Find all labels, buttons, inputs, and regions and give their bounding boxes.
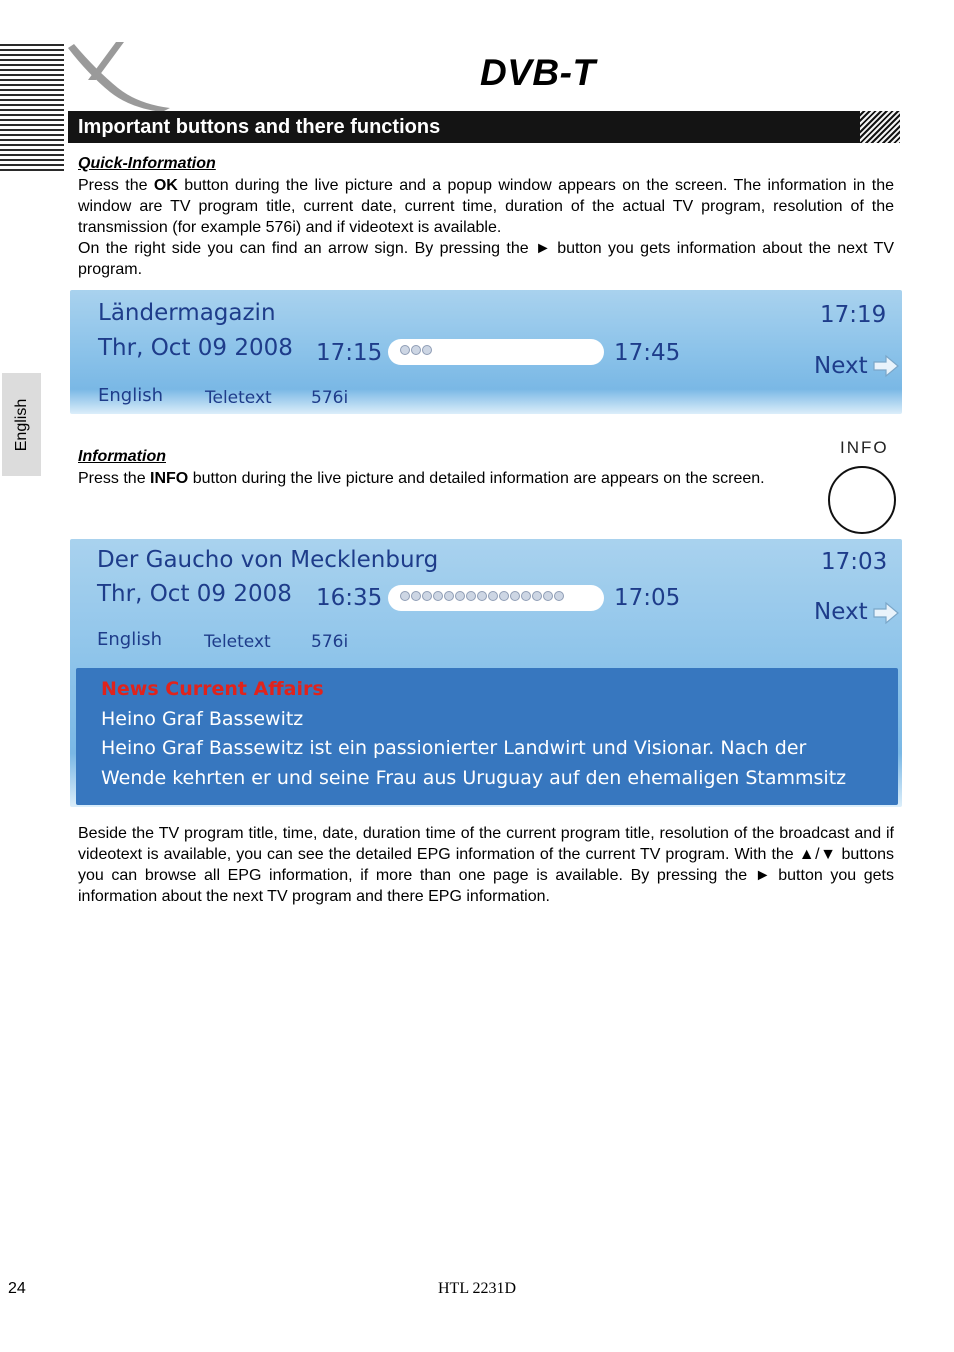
osd-date: Thr, Oct 09 2008	[97, 581, 292, 607]
quick-information-paragraph	[78, 175, 894, 238]
osd-program-title: Ländermagazin	[98, 300, 276, 326]
osd-audio-language: English	[98, 385, 163, 406]
progress-dot	[499, 591, 509, 601]
info-button-caption: INFO	[840, 438, 889, 457]
osd-detailed-info-screenshot	[70, 539, 902, 807]
section-header-bar	[68, 111, 900, 143]
epg-genre: News Current Affairs	[101, 678, 324, 700]
osd-end-time: 17:45	[614, 340, 681, 366]
text-run: button during the live picture and a popup window appears on the screen. The information in the window are TV program title, current date, current time, duration of the actual TV program, resolution of the transmission (for example 576i) and if videotext is available.	[78, 177, 895, 236]
language-side-tab	[2, 373, 41, 476]
osd-progress-bar	[388, 339, 604, 365]
osd-teletext: Teletext	[205, 388, 272, 408]
osd-next-label: Next	[814, 599, 868, 625]
osd-clock: 17:19	[820, 302, 887, 328]
progress-dot	[510, 591, 520, 601]
osd-program-title: Der Gaucho von Mecklenburg	[97, 547, 439, 573]
progress-dot	[422, 591, 432, 601]
osd-end-time: 17:05	[614, 585, 681, 611]
progress-dot	[455, 591, 465, 601]
epg-description-paragraph: Beside the TV program title, time, date, duration time of the current program title, resolution of the broadcast and if videotext is available, you can see the detailed EPG information of the current TV program. With the ▲/▼ buttons you can browse all EPG information, if more than one page is available. By pressing the ► button you gets information about the next TV program and there EPG information.	[78, 825, 894, 905]
next-arrow-icon	[872, 600, 900, 626]
progress-dot	[422, 345, 432, 355]
osd-start-time: 17:15	[316, 340, 383, 366]
progress-dot	[532, 591, 542, 601]
progress-dots	[400, 345, 432, 355]
epg-description-line-2: Wende kehrten er und seine Frau aus Uruguay auf den ehemaligen Stammsitz	[101, 767, 847, 789]
osd-date: Thr, Oct 09 2008	[98, 335, 293, 361]
osd-resolution: 576i	[311, 388, 349, 408]
osd-progress-bar	[388, 585, 604, 611]
information-paragraph	[78, 468, 816, 489]
progress-dot	[400, 591, 410, 601]
text-run: button during the live picture and detailed information are appears on the screen.	[188, 470, 765, 487]
osd-quick-info-screenshot	[70, 290, 902, 414]
model-name: HTL 2231D	[438, 1280, 517, 1297]
osd-next-label: Next	[814, 353, 868, 379]
progress-dot	[521, 591, 531, 601]
info-button-circle	[828, 466, 896, 534]
osd-audio-language: English	[97, 629, 162, 650]
page-number: 24	[8, 1280, 26, 1297]
progress-dot	[466, 591, 476, 601]
xoro-logo	[66, 40, 176, 112]
osd-teletext: Teletext	[204, 632, 271, 652]
epg-description-line-1: Heino Graf Bassewitz ist ein passionierter Landwirt und Visionar. Nach der	[101, 737, 807, 759]
header-stripes	[0, 44, 64, 172]
progress-dot	[444, 591, 454, 601]
information-heading: Information	[78, 448, 166, 465]
progress-dot	[400, 345, 410, 355]
next-arrow-icon	[872, 353, 900, 379]
side-tab-label: English	[12, 398, 30, 451]
section-title: Important buttons and there functions	[78, 116, 441, 138]
progress-dot	[411, 591, 421, 601]
info-remote-button-illustration	[826, 438, 900, 534]
text-run: Press the	[78, 470, 151, 487]
progress-dot	[433, 591, 443, 601]
text-run: Press the	[78, 177, 154, 194]
epg-program-name: Heino Graf Bassewitz	[101, 708, 304, 730]
info-button-label: INFO	[150, 470, 189, 487]
progress-dot	[554, 591, 564, 601]
ok-button-label: OK	[153, 177, 178, 194]
progress-dot	[477, 591, 487, 601]
progress-dot	[543, 591, 553, 601]
progress-dots	[400, 591, 564, 601]
epg-detail-box	[76, 668, 898, 805]
page-title: DVB-T	[480, 52, 596, 93]
osd-clock: 17:03	[821, 549, 888, 575]
quick-information-heading: Quick-Information	[78, 155, 216, 172]
section-hatch-decoration	[860, 111, 900, 143]
osd-start-time: 16:35	[316, 585, 383, 611]
progress-dot	[411, 345, 421, 355]
quick-information-paragraph-2: On the right side you can find an arrow sign. By pressing the ► button you gets information about the next TV program.	[78, 240, 894, 278]
osd-resolution: 576i	[311, 632, 349, 652]
progress-dot	[488, 591, 498, 601]
